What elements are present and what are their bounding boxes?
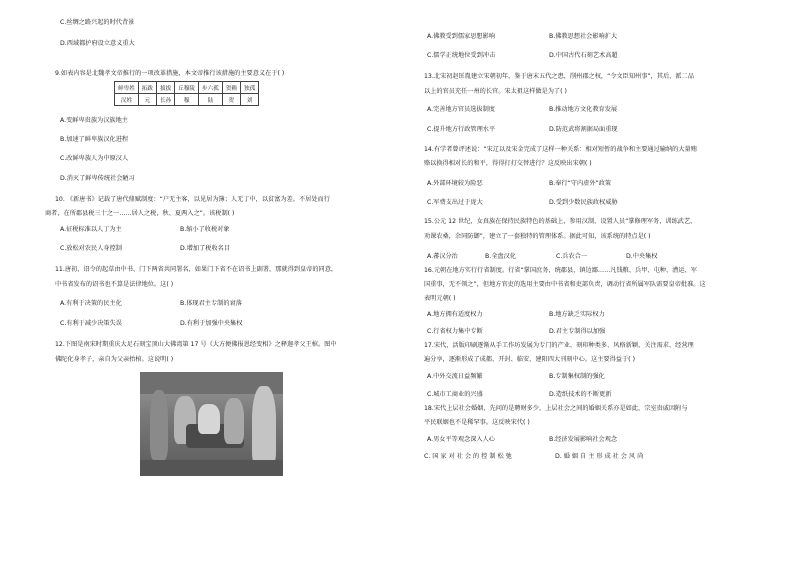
q16-option-c[interactable]: C.行省权力集中专断 xyxy=(427,328,483,335)
q8-option-d[interactable]: D.西域都护府设立意义重大 xyxy=(60,40,135,47)
table-row xyxy=(115,82,259,94)
q12-option-c[interactable]: C.儒学正统地位受到冲击 xyxy=(427,52,496,59)
q9-stem: 9.如表内容是北魏孝文帝推行的一项改革措施，本文帝推行该措施的主要意义在于( ) xyxy=(55,70,285,77)
q12-option-a[interactable]: A.佛教受到儒家思想影响 xyxy=(427,33,495,40)
q10-stem-line2: 商者，在所郡县税三十之一……居人之税，秋、夏两入之”。该税制( ) xyxy=(45,210,235,217)
table-cell: 步六孤 xyxy=(199,82,223,94)
q12-option-b[interactable]: B.佛教思想社会影响扩大 xyxy=(549,33,618,40)
q14-option-c[interactable]: C.军费支出过于庞大 xyxy=(427,199,483,206)
table-cell: 陆 xyxy=(199,94,223,106)
table-cell: 独孤 xyxy=(241,82,259,94)
q17-option-c[interactable]: C.城市工商业的兴盛 xyxy=(427,391,483,398)
q17-option-d[interactable]: D.造纸技术的不断更新 xyxy=(549,391,612,398)
q12-stem-line2: 佛陀化身孝子，亲自为父亲抬棺。这说明( ) xyxy=(55,356,174,363)
table-cell: 贺 xyxy=(222,94,240,106)
q14-option-a[interactable]: A.外部环境较为险恶 xyxy=(427,180,483,187)
q13-option-a[interactable]: A.完善地方官员选拔制度 xyxy=(427,106,495,113)
q18-option-a[interactable]: A.男女平等观念深入人心 xyxy=(427,436,495,443)
q16-option-a[interactable]: A.地方拥有适度权力 xyxy=(427,311,483,318)
q16-stem-line3: 表明元朝( ) xyxy=(424,295,456,302)
q13-stem-line1: 13.北宋初赵匡胤建立宋朝初年，鉴于唐末五代之患，削州郡之权，“令文臣知州事”，其后，派二品 xyxy=(424,73,694,80)
q9-option-a[interactable]: A.变鲜卑贵族为汉族地主 xyxy=(60,117,128,124)
q18-stem-line1: 18.宋代上层社会婚姻，先问的是聘财多少，上层社会之间的婚姻关系亦是如此，宗室贵戚因附与 xyxy=(424,405,688,412)
q10-stem-line1: 10. 《新唐书》记载了唐代鼎赋制度：“户无主客，以见居为簿；人无丁中，以贫富为差。不居处而行 xyxy=(55,196,330,203)
q14-stem-line1: 14.有学者曾评述说：“宋辽以及宋金完成了这样一种关系：相对短暂的战争和主要通过输纳的大量贿 xyxy=(424,146,697,153)
table-cell: 汉姓 xyxy=(115,94,139,106)
q11-option-c[interactable]: C.有利于减少决策失误 xyxy=(60,320,122,327)
q10-option-a[interactable]: A.征税标准以人丁为主 xyxy=(60,226,122,233)
q13-stem-line2: 以上的官员充任一州的长官。宋太祖这样做是为了( ) xyxy=(424,88,567,95)
q9-option-c[interactable]: C.改鲜卑族人为中原汉人 xyxy=(60,155,129,162)
q14-option-d[interactable]: D.受到少数民族政权威胁 xyxy=(549,199,618,206)
q14-option-b[interactable]: B.奉行“守内虚外”政策 xyxy=(549,180,612,187)
q17-stem-line2: 遍分享，逐渐形成了成都、开封、临安、建阳四大刊刻中心。这主要得益于( ) xyxy=(424,356,635,363)
q10-option-d[interactable]: D.增加了税收名目 xyxy=(180,245,231,252)
q9-option-b[interactable]: B.加速了鲜卑族汉化进程 xyxy=(60,136,129,143)
table-row xyxy=(115,94,259,106)
q18-option-b[interactable]: B.经济发展影响社会观念 xyxy=(549,436,618,443)
table-cell: 长孙 xyxy=(157,94,175,106)
q10-option-c[interactable]: C.放松对农民人身控制 xyxy=(60,245,122,252)
q16-option-d[interactable]: D.君主专制得以加强 xyxy=(549,328,606,335)
q12-option-d[interactable]: D.中国古代石刻艺术高超 xyxy=(549,52,618,59)
q17-option-a[interactable]: A.中外交流日益频繁 xyxy=(427,373,483,380)
q16-stem-line2: 国重事，无不领之”，但地方官吏的选用主要由中书省和吏部负责，调动行省所属军队需要皇帝批准。这 xyxy=(424,281,706,288)
q17-option-b[interactable]: B.专制集权制的强化 xyxy=(549,373,605,380)
table-cell: 刘 xyxy=(241,94,259,106)
q9-option-d[interactable]: D.消灭了鲜卑传统社会陋习 xyxy=(60,175,135,182)
q15-stem-line2: 劝课农桑，余同防御”，建立了一套独特的管理体系。据此可知，该系统的特点是( ) xyxy=(424,233,651,240)
q12-stem-line1: 12.下图是南宋时期重庆大足石刻宝顶山大佛湾第 17 号《大方便佛报恩经变相》之释迦孝父王棺。图中 xyxy=(55,341,337,348)
table-cell: 元 xyxy=(138,94,156,106)
q18-option-c[interactable]: C. 国 家 对 社 会 的 控 制 松 弛 xyxy=(424,453,512,460)
q15-option-d[interactable]: D.中央集权 xyxy=(626,253,658,260)
table-cell: 鲜卑姓 xyxy=(115,82,139,94)
q16-option-b[interactable]: B.地方缺乏实际权力 xyxy=(549,311,605,318)
table-cell: 贺赖 xyxy=(222,82,240,94)
table-cell: 丘穆陵 xyxy=(175,82,199,94)
q11-stem-line2: 中书省发布的诏书也不算是法律地位。这( ) xyxy=(55,281,174,288)
q17-stem-line1: 17.宋代，活版印刷逐渐从手工作坊发展为专门的产业，刻印种类多、风格新颖、关注需求、经营理 xyxy=(424,342,694,349)
q10-option-b[interactable]: B.缩小了收税对象 xyxy=(180,226,230,233)
q15-option-c[interactable]: C.兵农合一 xyxy=(556,253,588,260)
stone-carving-photo xyxy=(140,372,283,476)
q13-option-c[interactable]: C.提升地方行政管理水平 xyxy=(427,126,496,133)
q18-option-d[interactable]: D. 婚 姻 自 主 形 成 社 会 风 尚 xyxy=(555,453,644,460)
q15-option-b[interactable]: B.全盘汉化 xyxy=(485,253,516,260)
q9-surname-table xyxy=(114,81,259,106)
q13-option-d[interactable]: D.防范武将割据局面重现 xyxy=(549,126,618,133)
q11-option-a[interactable]: A.有利于决策的民主化 xyxy=(60,300,122,307)
q18-stem-line2: 平民联姻也不是稀罕事。这反映宋代( ) xyxy=(424,419,530,426)
q8-option-c[interactable]: C.丝绸之路兴起的时代背景 xyxy=(60,19,135,26)
q13-option-b[interactable]: B.推动地方文化教育发展 xyxy=(549,106,618,113)
q11-option-d[interactable]: D.有利于加强中央集权 xyxy=(180,320,243,327)
q14-stem-line2: 赂以换得相对长的和平，得得打打交替进行？这反映出宋朝( ) xyxy=(424,160,592,167)
q11-stem-line1: 11.唐初，诏令的起草由中书、门下两省共同署名，如果门下省不在诏书上副署，那就得到皇帝的同意， xyxy=(55,266,338,273)
table-cell: 拔拔 xyxy=(157,82,175,94)
q15-option-a[interactable]: A.蕃汉分治 xyxy=(427,253,458,260)
q11-option-b[interactable]: B.体现君主专制的衰落 xyxy=(180,300,242,307)
table-cell: 穆 xyxy=(175,94,199,106)
table-cell: 拓跋 xyxy=(138,82,156,94)
q15-stem-line1: 15.公元 12 世纪，女真族在保持民族特色的基础上，参用汉制，设置人员“掌修理军务，训练武艺， xyxy=(424,218,697,225)
q16-stem-line1: 16.元朝在地方实行行省制度。行省“掌国庶务，统郡县，镇边鄙……凡钱粮、兵甲、屯种、漕运、军 xyxy=(424,267,697,274)
